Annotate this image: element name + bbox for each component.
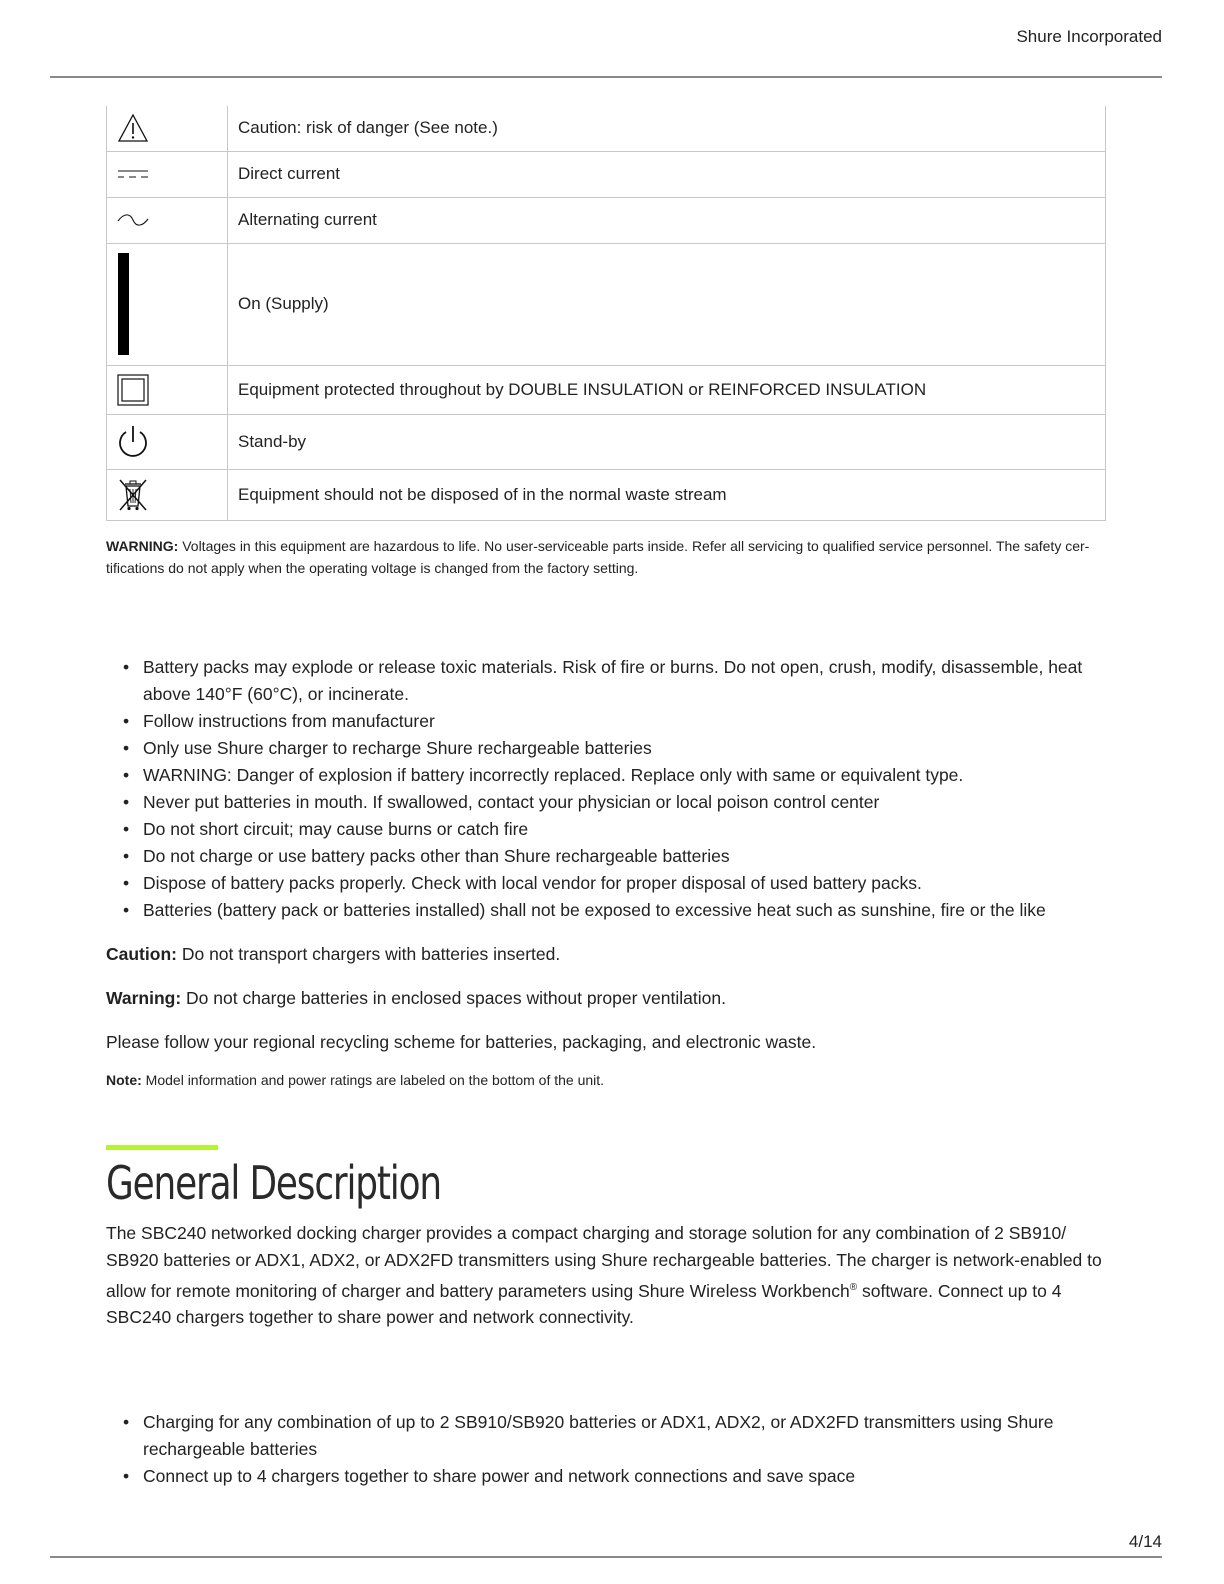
symbol-description: Caution: risk of danger (See note.) [228,106,1106,151]
note-paragraph [106,1072,1106,1088]
standby-icon [117,424,149,460]
direct-current-icon [117,167,149,181]
caution-text: Do not transport chargers with batteries inserted. [176,943,561,964]
list-item: • Connect up to 4 chargers together to share power and network connections and save space [143,1463,1106,1490]
symbol-description: Direct current [228,151,1106,197]
features-list [106,1409,1106,1490]
caution-triangle-icon [117,113,149,143]
note-label: Note: [106,1071,142,1088]
symbol-cell [107,365,228,414]
table-row [107,243,1106,365]
symbol-cell [107,106,228,151]
symbol-cell [107,151,228,197]
symbol-cell [107,414,228,469]
symbol-description: Stand-by [228,414,1106,469]
symbol-description: On (Supply) [228,243,1106,365]
general-description-paragraph [106,1220,1106,1332]
symbol-description: Equipment should not be disposed of in the normal waste stream [228,469,1106,520]
list-item: • Charging for any combination of up to 2 SB910/SB920 batteries or ADX1, ADX2, or ADX2FD transmitters using Shure rechargeable batteries [143,1409,1106,1463]
footer-divider [50,1556,1162,1558]
list-item: • Batteries (battery pack or batteries installed) shall not be exposed to excessive heat such as sunshine, fire or the like [143,897,1106,924]
registered-mark: ® [849,1281,858,1293]
list-item: • Only use Shure charger to recharge Shure rechargeable batteries [143,735,1106,762]
note-text: Model information and power ratings are labeled on the bottom of the unit. [141,1071,605,1088]
table-row [107,414,1106,469]
list-item: • Do not charge or use battery packs other than Shure rechargeable batteries [143,843,1106,870]
table-row [107,365,1106,414]
general-description-text: The SBC240 networked docking charger provides a compact charging and storage solution for any combination of 2 SB910/ SB920 batteries or ADX1, ADX2, or ADX2FD transmitters using Shure rechargeable batteries. The charger is network-enabled to allow for remote monitoring of charger and battery parameters using Shure Wireless Workbench [106,1222,1102,1301]
list-item: • WARNING: Danger of explosion if battery incorrectly replaced. Replace only with same or equivalent type. [143,762,1106,789]
double-insulation-icon [117,374,149,406]
caution-label: Caution: [106,943,177,964]
table-row [107,106,1106,151]
warning-paragraph [106,985,1106,1012]
table-row [107,469,1106,520]
table-row [107,151,1106,197]
page-number: 4/14 [1128,1532,1162,1551]
list-item: • Dispose of battery packs properly. Check with local vendor for proper disposal of used battery packs. [143,870,1106,897]
list-item: • Never put batteries in mouth. If swallowed, contact your physician or local poison control center [143,789,1106,816]
header-company: Shure Incorporated [1016,27,1162,46]
weee-bin-icon [117,478,149,512]
warning-text: Do not charge batteries in enclosed spaces without proper ventilation. [181,987,726,1008]
caution-paragraph [106,941,1106,968]
symbol-description: Alternating current [228,197,1106,243]
header-divider [50,76,1162,78]
warning-label: Warning: [106,987,182,1008]
alternating-current-icon [117,213,149,227]
list-item: • Follow instructions from manufacturer [143,708,1106,735]
page-content [106,106,1106,1490]
section-accent-bar [106,1145,218,1150]
table-row [107,197,1106,243]
voltage-warning-label: WARNING: [106,537,179,554]
on-supply-icon [117,252,149,356]
symbol-description: Equipment protected throughout by DOUBLE INSULATION or REINFORCED INSULATION [228,365,1106,414]
battery-safety-list [106,654,1106,924]
symbol-cell [107,243,228,365]
voltage-warning [106,535,1106,579]
recycling-paragraph: Please follow your regional recycling scheme for batteries, packaging, and electronic waste. [106,1031,817,1052]
symbol-cell [107,469,228,520]
symbols-table [106,106,1106,521]
list-item: • Do not short circuit; may cause burns or catch fire [143,816,1106,843]
symbol-cell [107,197,228,243]
section-title: General Description [106,1155,441,1210]
general-description-text-end: software. Connect up to 4 SBC240 chargers together to share power and network connectivity. [106,1280,1062,1328]
voltage-warning-text: Voltages in this equipment are hazardous to life. No user-serviceable parts inside. Refer all servicing to qualified service personnel. The safety certifications do not apply when the operating voltage is changed from the factory setting. [106,537,1090,576]
list-item: • Battery packs may explode or release toxic materials. Risk of fire or burns. Do not open, crush, modify, disassemble, heat above 140°F (60°C), or incinerate. [143,654,1106,708]
